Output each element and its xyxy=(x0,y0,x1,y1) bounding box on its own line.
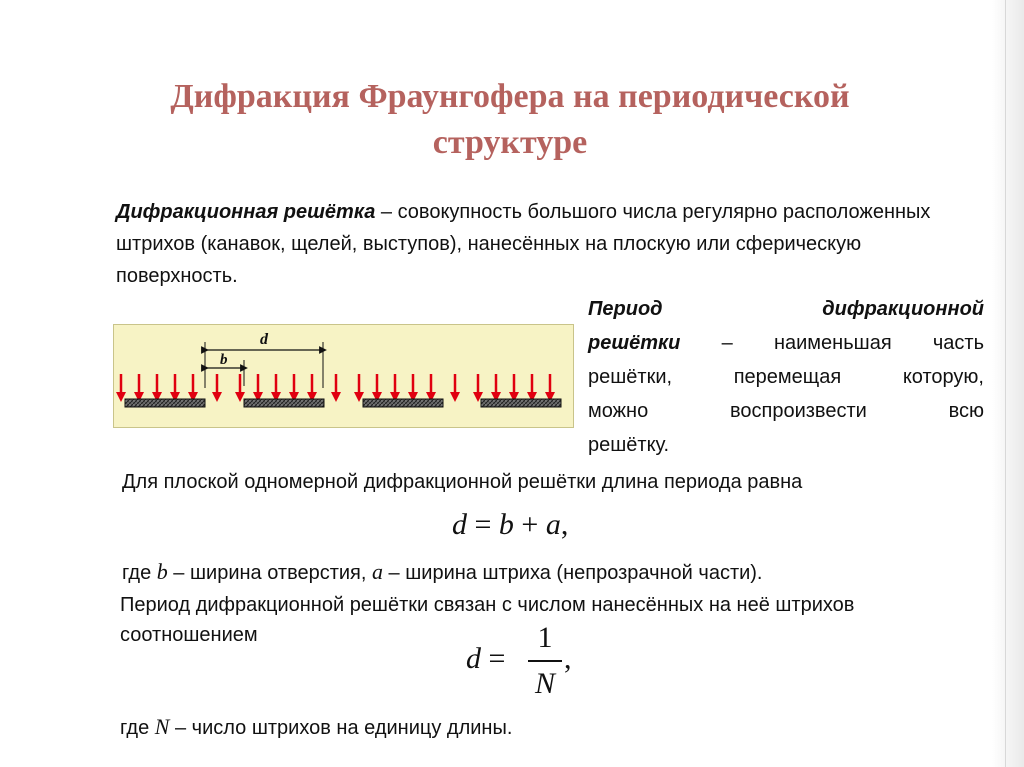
period-line-4: можно воспроизвести всю xyxy=(588,400,984,422)
formula-period-fraction xyxy=(466,618,596,708)
period-length-paragraph: Для плоской одномерной дифракционной решётки длина периода равна xyxy=(122,471,803,493)
formula2-comma: , xyxy=(564,642,572,675)
formula2-lhs xyxy=(466,642,505,676)
formula2-eq: = xyxy=(481,642,506,675)
period-line-2 xyxy=(588,326,984,360)
grating-strip-4 xyxy=(481,399,561,407)
definition-text: – совокупность большого числа регулярно расположенных штрихов (канавок, щелей, выступов), нанесённых на плоскую или сферическую поверхность. xyxy=(116,201,931,287)
definition-paragraph xyxy=(116,196,976,292)
period-definition xyxy=(588,292,984,462)
period-line-1 xyxy=(588,292,984,326)
period-line-2-text: – наименьшая часть xyxy=(680,332,984,354)
formula1-a: a xyxy=(545,508,561,541)
p2-var-b: b xyxy=(156,559,168,584)
diagram-background xyxy=(113,324,574,428)
formula1-comma: , xyxy=(560,508,569,541)
formula1-b: b xyxy=(498,508,514,541)
label-d: d xyxy=(260,331,268,348)
period-term-3: решётки xyxy=(588,332,681,354)
formula1-eq: = xyxy=(467,508,499,541)
p2-pre: где xyxy=(122,562,157,584)
formula2-numerator: 1 xyxy=(537,621,553,654)
period-term-1: Период xyxy=(588,298,663,320)
grating-strip-1 xyxy=(125,399,205,407)
n-definition-paragraph xyxy=(120,712,980,743)
p4-rest: – число штрихов на единицу длины. xyxy=(169,717,513,739)
relation-paragraph: Период дифракционной решётки связан с числом нанесённых на неё штрихов соотношением xyxy=(120,594,855,646)
variables-paragraph xyxy=(122,557,978,588)
p4-var-n: N xyxy=(154,714,170,739)
formula2-fraction-bar xyxy=(528,660,562,662)
p2-var-a: a xyxy=(372,559,383,584)
slide-frame xyxy=(992,0,1024,767)
p4-pre: где xyxy=(120,717,155,739)
grating-diagram xyxy=(113,324,574,428)
slide-title: Дифракция Фраунгофера на периодической структуре xyxy=(170,78,850,161)
period-line-3: решётки, перемещая которую, xyxy=(588,366,984,388)
formula2-fraction xyxy=(528,618,562,704)
formula1-d: d xyxy=(452,508,467,541)
grating-strip-2 xyxy=(244,399,324,407)
formula2-denominator: N xyxy=(534,667,555,700)
formula1-plus: + xyxy=(513,508,546,541)
definition-term: Дифракционная решётка xyxy=(116,201,376,223)
period-line-5: решётку. xyxy=(588,434,670,456)
p2-mid1: – ширина отверстия, xyxy=(167,562,372,584)
period-term-2: дифракционной xyxy=(822,298,984,320)
grating-strip-3 xyxy=(363,399,443,407)
formula2-d: d xyxy=(466,642,481,675)
slide-frame-line xyxy=(1005,0,1006,767)
label-b: b xyxy=(220,352,228,368)
formula-period-sum xyxy=(452,508,568,542)
p2-mid2: – ширина штриха (непрозрачной части). xyxy=(383,562,763,584)
